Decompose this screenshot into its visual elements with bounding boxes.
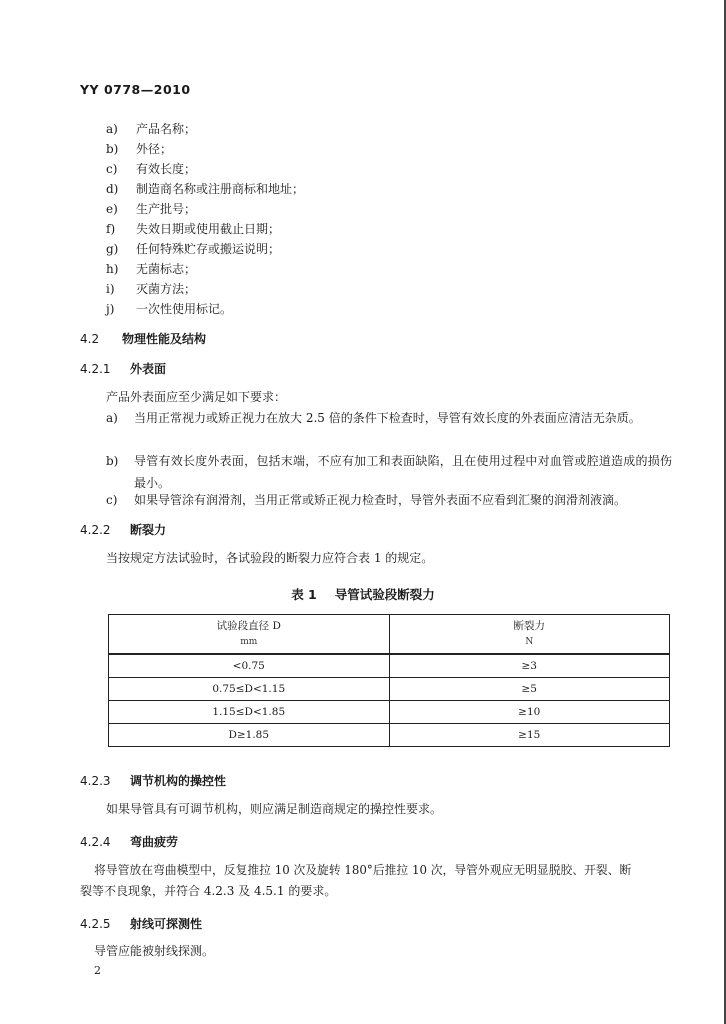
list-item xyxy=(106,160,196,178)
section-heading-4-2-2 xyxy=(80,521,166,538)
header-unit: N xyxy=(525,637,534,647)
paragraph-line: 将导管放在弯曲模型中，反复推拉 10 次及旋转 180°后推拉 10 次，导管外观应无明显脱胶、开裂、断 xyxy=(94,863,632,877)
table-cell-diameter: 0.75≤D<1.15 xyxy=(109,678,390,701)
paragraph: 如果导管具有可调节机构，则应满足制造商规定的操控性要求。 xyxy=(106,802,443,816)
paragraph: 当按规定方法试验时，各试验段的断裂力应符合表 1 的规定。 xyxy=(106,551,434,565)
section-heading-4-2-4 xyxy=(80,833,178,850)
list-item xyxy=(106,200,196,218)
table-row xyxy=(109,654,670,678)
sub-text: 如果导管涂有润滑剂，当用正常或矫正视力检查时，导管外表面不应看到汇聚的润滑剂液滴。 xyxy=(134,493,627,507)
standard-code: YY 0778—2010 xyxy=(80,82,191,97)
list-text: 灭菌方法； xyxy=(136,282,197,296)
list-label: e) xyxy=(106,202,118,216)
sub-item xyxy=(106,407,672,429)
table-row xyxy=(109,701,670,724)
sub-label: c) xyxy=(106,493,118,507)
table-caption xyxy=(0,585,726,603)
section-heading-4-2-1 xyxy=(80,360,166,377)
list-label: b) xyxy=(106,142,119,156)
sub-text: 当用正常视力或矫正视力在放大 2.5 倍的条件下检查时，导管有效长度的外表面应清洁无杂质。 xyxy=(134,411,641,425)
section-number: 4.2.1 xyxy=(80,362,111,376)
section-heading-4-2-5 xyxy=(80,915,202,932)
sub-item xyxy=(106,450,672,494)
list-label: d) xyxy=(106,182,119,196)
list-text: 无菌标志； xyxy=(136,262,197,276)
breaking-force-table xyxy=(108,614,670,747)
list-item xyxy=(106,220,280,238)
table-cell-diameter: D≥1.85 xyxy=(109,724,390,747)
list-item xyxy=(106,120,196,138)
list-text: 外径； xyxy=(136,142,173,156)
section-number: 4.2.5 xyxy=(80,917,111,931)
section-title: 射线可探测性 xyxy=(130,917,203,931)
table-cell-diameter: <0.75 xyxy=(109,654,390,678)
list-text: 任何特殊贮存或搬运说明； xyxy=(136,242,281,256)
table-cell-force: ≥5 xyxy=(389,678,670,701)
table-caption-number: 表 1 xyxy=(291,587,317,602)
section-title: 调节机构的操控性 xyxy=(130,774,227,788)
section-heading-4-2 xyxy=(80,330,206,347)
list-item xyxy=(106,260,196,278)
list-item xyxy=(106,240,280,258)
header-text: 试验段直径 D xyxy=(216,620,281,632)
list-text: 失效日期或使用截止日期； xyxy=(136,222,281,236)
section-number: 4.2 xyxy=(80,332,100,346)
list-text: 产品名称； xyxy=(136,122,197,136)
list-text: 制造商名称或注册商标和地址； xyxy=(136,182,305,196)
header-unit: mm xyxy=(240,637,258,647)
page-number: 2 xyxy=(94,964,101,977)
section-number: 4.2.3 xyxy=(80,774,111,788)
list-label: h) xyxy=(106,262,119,276)
paragraph-line: 裂等不良现象，并符合 4.2.3 及 4.5.1 的要求。 xyxy=(80,884,337,898)
sub-text: 导管有效长度外表面，包括末端，不应有加工和表面缺陷，且在使用过程中对血管或腔道造成的损伤最小。 xyxy=(134,454,672,490)
table-row xyxy=(109,678,670,701)
header-text: 断裂力 xyxy=(513,620,545,632)
section-number: 4.2.2 xyxy=(80,523,111,537)
sub-label: a) xyxy=(106,411,118,425)
list-label: c) xyxy=(106,162,118,176)
list-item xyxy=(106,300,232,318)
paragraph: 导管应能被射线探测。 xyxy=(94,944,215,958)
section-title: 断裂力 xyxy=(130,523,167,537)
list-label: g) xyxy=(106,242,119,256)
table-caption-title: 导管试验段断裂力 xyxy=(334,587,435,602)
list-text: 有效长度； xyxy=(136,162,197,176)
table-cell-force: ≥15 xyxy=(389,724,670,747)
list-label: a) xyxy=(106,122,118,136)
section-title: 外表面 xyxy=(130,362,167,376)
list-item xyxy=(106,140,172,158)
sub-item xyxy=(106,489,672,511)
list-item xyxy=(106,180,304,198)
section-title: 物理性能及结构 xyxy=(122,332,207,346)
table-header-row xyxy=(109,615,670,655)
sub-label: b) xyxy=(106,454,119,468)
section-title: 弯曲疲劳 xyxy=(130,835,179,849)
table-cell-force: ≥10 xyxy=(389,701,670,724)
table-header-diameter xyxy=(109,615,390,655)
section-heading-4-2-3 xyxy=(80,772,226,789)
list-item xyxy=(106,280,196,298)
table-cell-diameter: 1.15≤D<1.85 xyxy=(109,701,390,724)
list-label: j) xyxy=(106,302,115,316)
table-header-force xyxy=(389,615,670,655)
list-text: 生产批号； xyxy=(136,202,197,216)
table-row xyxy=(109,724,670,747)
list-label: f) xyxy=(106,222,116,236)
list-text: 一次性使用标记。 xyxy=(136,302,233,316)
paragraph: 产品外表面应至少满足如下要求： xyxy=(106,390,287,404)
section-number: 4.2.4 xyxy=(80,835,111,849)
table-cell-force: ≥3 xyxy=(389,654,670,678)
list-label: i) xyxy=(106,282,115,296)
